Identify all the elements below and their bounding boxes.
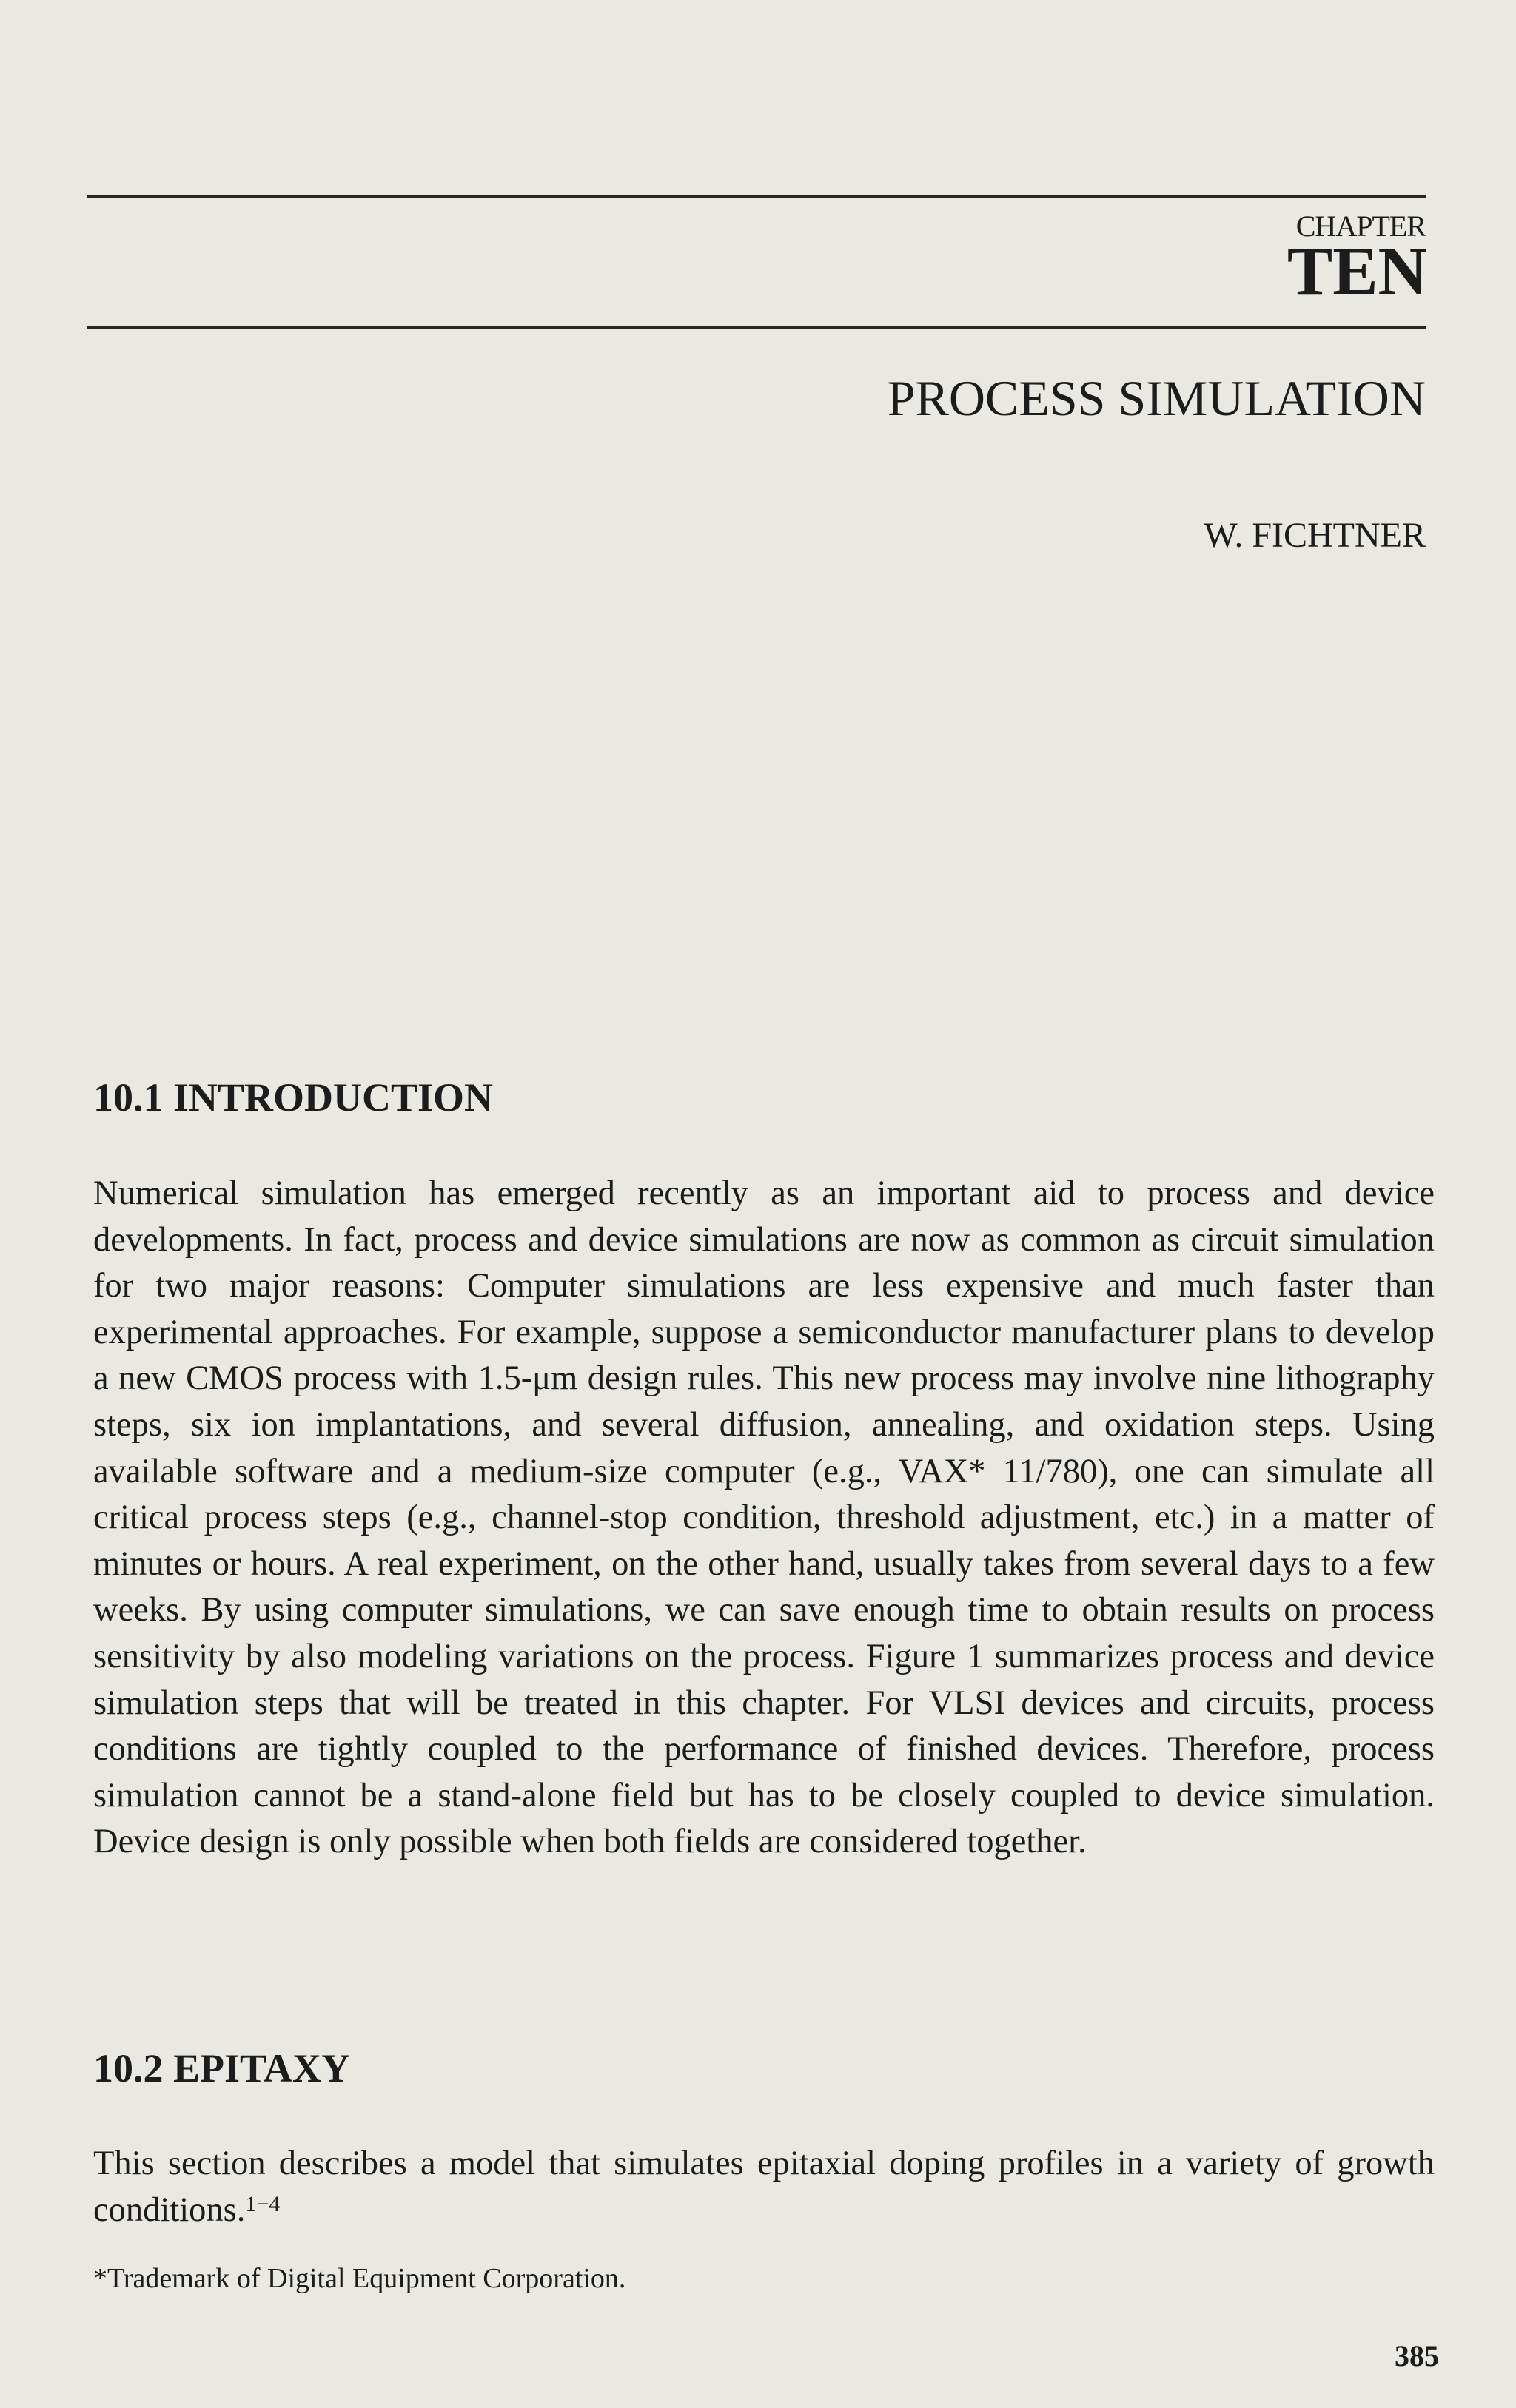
section-heading-introduction: 10.1 INTRODUCTION xyxy=(93,1075,494,1120)
header-bottom-rule xyxy=(87,326,1426,329)
paragraph-epitaxy xyxy=(93,2141,1435,2233)
chapter-title: PROCESS SIMULATION xyxy=(887,370,1426,426)
paragraph-introduction: Numerical simulation has emerged recently as an important aid to process and device developments. In fact, process and device simulations are now as common as circuit simulation for two major reasons: Computer simulations are less expensive and much faster than experimental approaches. For example, suppose a semiconductor manufacturer plans to develop a new CMOS process with 1.5-μm design rules. This new process may involve nine lithography steps, six ion implantations, and several diffusion, annealing, and oxidation steps. Using available software and a medium-size computer (e.g., VAX* 11/780), one can simulate all critical process steps (e.g., channel-stop condition, threshold adjustment, etc.) in a matter of minutes or hours. A real experiment, on the other hand, usually takes from several days to a few weeks. By using computer simulations, we can save enough time to obtain results on process sensitivity by also modeling variations on the process. Figure 1 summarizes process and device simulation steps that will be treated in this chapter. For VLSI devices and circuits, process conditions are tightly coupled to the performance of finished devices. Therefore, process simulation cannot be a stand-alone field but has to be closely coupled to device simulation. Device design is only possible when both fields are considered together. xyxy=(93,1174,1435,1861)
author-name: W. FICHTNER xyxy=(1204,516,1426,555)
page-number: 385 xyxy=(1395,2339,1439,2372)
section-heading-epitaxy: 10.2 EPITAXY xyxy=(93,2046,351,2091)
paragraph-epitaxy-text: This section describes a model that simulates epitaxial doping profiles in a variety of growth conditions. xyxy=(93,2145,1435,2229)
header-top-rule xyxy=(87,195,1426,198)
citation-superscript: 1−4 xyxy=(245,2191,281,2216)
chapter-label: CHAPTER xyxy=(1295,209,1426,243)
footnote: *Trademark of Digital Equipment Corporation. xyxy=(93,2263,626,2294)
chapter-number: TEN xyxy=(1287,233,1427,309)
